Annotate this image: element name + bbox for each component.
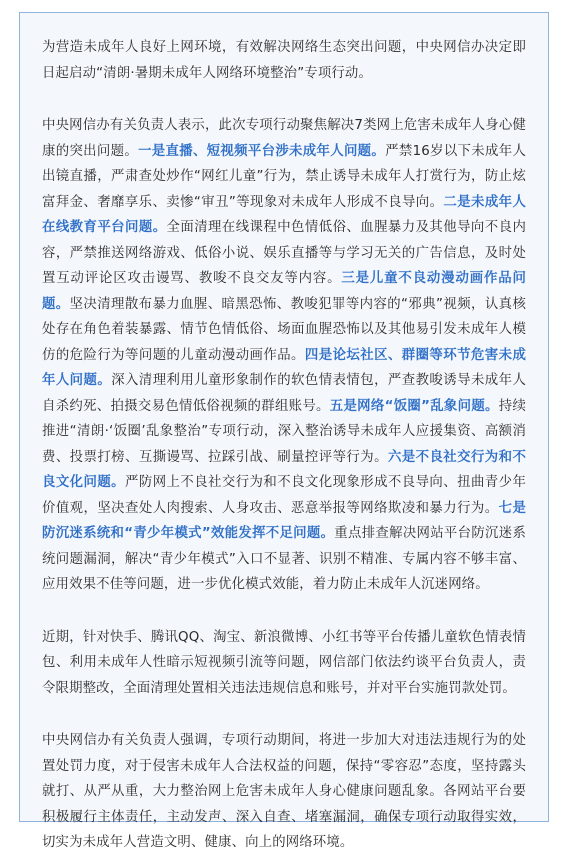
article-frame [19, 12, 549, 850]
paragraph-text: 严防网上不良社交行为和不良文化现象形成不良导向、扭曲青少年价值观，坚决查处人肉搜索、人身攻击、恶意举报等网络欺凌和暴力行为。 [42, 475, 526, 516]
paragraph-text: 严禁16岁以下未成年人出镜直播，严肃查处炒作“网红儿童”行为，禁止诱导未成年人打赏行为，防止炫富拜金、奢靡享乐、卖惨“审丑”等现象对未成年人形成不良导向。 [42, 143, 526, 210]
issue-heading-4: 四是论坛社区、群圈等环节危害未成年人问题。 [42, 347, 526, 388]
paragraph-text: 中央网信办有关负责人表示，此次专项行动聚焦解决7类网上危害未成年人身心健康的突出问题。 [42, 118, 526, 159]
paragraph-text: 近期，针对快手、腾讯QQ、淘宝、新浪微博、小红书等平台传播儿童软色情表情包、利用未成年人性暗示短视频引流等问题，网信部门依法约谈平台负责人，责令限期整改，全面清理处置相关违法违规信息和账号，并对平台实施罚款处罚。 [42, 629, 526, 696]
issue-heading-5: 五是网络“饭圈”乱象问题。 [329, 398, 499, 414]
issue-heading-1: 一是直播、短视频平台涉未成年人问题。 [138, 143, 386, 159]
issue-heading-6: 六是不良社交行为和不良文化问题。 [42, 449, 527, 490]
enforcement-paragraph [42, 625, 526, 702]
issue-heading-7: 七是防沉迷系统和“青少年模式”效能发挥不足问题。 [42, 500, 526, 541]
issues-paragraph [42, 113, 526, 598]
paragraph-text: 持续推进“清朗·‘饭圈’乱象整治”专项行动，深入整治诱导未成年人应援集资、高额消费、投票打榜、互撕谩骂、拉踩引战、刷量控评等行为。 [42, 398, 526, 465]
paragraph-text: 为营造未成年人良好上网环境，有效解决网络生态突出问题，中央网信办决定即日起启动“清朗·暑期未成年人网络环境整治”专项行动。 [42, 40, 526, 81]
issue-heading-3: 三是儿童不良动漫动画作品问题。 [42, 271, 527, 312]
paragraph-text: 重点排查解决网站平台防沉迷系统问题漏洞，解决“青少年模式”入口不显著、识别不精准、专属内容不够丰富、应用效果不佳等问题，进一步优化模式效能，着力防止未成年人沉迷网络。 [42, 526, 526, 592]
paragraph-text: 中央网信办有关负责人强调，专项行动期间，将进一步加大对违法违规行为的处置处罚力度，对于侵害未成年人合法权益的问题，保持“零容忍”态度，坚持露头就打、从严从重，大力整治网上危害未成年人身心健康问题乱象。各网站平台要积极履行主体责任，主动发声、深入自查、堵塞漏洞，确保专项行动取得实效，切实为未成年人营造文明、健康、向上的网络环境。 [42, 733, 526, 850]
issue-heading-2: 二是未成年人在线教育平台问题。 [42, 194, 526, 235]
closing-paragraph [42, 728, 526, 856]
paragraph-text: 全面清理在线课程中色情低俗、血腥暴力及其他导向不良内容，严禁推送网络游戏、低俗小说、娱乐直播等与学习无关的广告信息，及时处置互动评论区攻击谩骂、教唆不良交友等内容。 [42, 220, 526, 286]
paragraph-text: 深入清理利用儿童形象制作的软色情表情包，严查教唆诱导未成年人自杀约死、拍摄交易色情低俗视频的群组账号。 [42, 373, 526, 414]
intro-paragraph [42, 35, 526, 86]
paragraph-text: 坚决清理散布暴力血腥、暗黑恐怖、教唆犯罪等内容的“邪典”视频，认真核处存在角色着装暴露、情节色情低俗、场面血腥恐怖以及其他易引发未成年人模仿的危险行为等问题的儿童动漫动画作品。 [42, 296, 526, 363]
